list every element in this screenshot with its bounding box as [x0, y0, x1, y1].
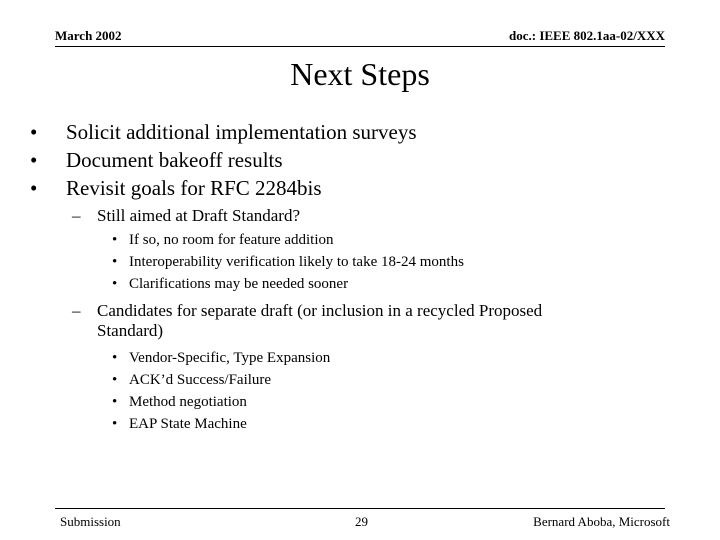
bullet-text: Solicit additional implementation surveys: [66, 120, 417, 144]
bullet-text: Document bakeoff results: [66, 148, 283, 172]
sub-sub-bullet-text: Clarifications may be needed sooner: [129, 276, 349, 292]
bullet-marker: •: [112, 232, 118, 248]
slide-body: [30, 118, 690, 435]
sub-sub-bullet-text: Vendor-Specific, Type Expansion: [129, 350, 331, 366]
sub-sub-bullet-item: [30, 347, 690, 369]
bullet-marker: •: [30, 176, 38, 200]
bullet-marker: •: [30, 120, 38, 144]
sub-sub-bullet-text: ACK’d Success/Failure: [129, 372, 272, 388]
sub-sub-bullet-text: Method negotiation: [129, 394, 247, 410]
sub-sub-bullet-item: [30, 413, 690, 435]
bullet-marker: •: [112, 276, 118, 292]
bullet-marker: •: [112, 350, 118, 366]
bullet-marker: •: [112, 372, 118, 388]
bullet-marker: •: [112, 254, 118, 270]
bullet-item: [30, 118, 690, 146]
sub-bullet-item: [30, 301, 690, 341]
bullet-marker: •: [112, 394, 118, 410]
slide-title: Next Steps: [290, 56, 430, 92]
header-divider: [55, 46, 665, 47]
sub-sub-bullet-item: [30, 273, 690, 295]
footer-divider: [55, 508, 665, 509]
bullet-marker: •: [30, 148, 38, 172]
header-date: March 2002: [55, 28, 122, 43]
sub-sub-bullet-text: EAP State Machine: [129, 416, 247, 432]
bullet-item: [30, 174, 690, 202]
sub-sub-bullet-text: Interoperability verification likely to take 18-24 months: [129, 254, 464, 270]
dash-marker: –: [72, 301, 81, 320]
footer-page-number: 29: [355, 514, 368, 529]
header-doc-id: doc.: IEEE 802.1aa-02/XXX: [508, 28, 665, 43]
bullet-text: Revisit goals for RFC 2284bis: [66, 176, 322, 200]
dash-marker: –: [72, 206, 81, 225]
sub-sub-bullet-item: [30, 369, 690, 391]
footer-author: Bernard Aboba, Microsoft: [533, 514, 670, 529]
sub-bullet-item: [30, 206, 690, 226]
bullet-item: [30, 146, 690, 174]
footer-submission: Submission: [60, 514, 121, 529]
bullet-marker: •: [112, 416, 118, 432]
sub-bullet-text-line2: Standard): [97, 321, 164, 340]
sub-bullet-text-line1: Candidates for separate draft (or inclusion in a recycled Proposed: [97, 301, 543, 320]
sub-sub-bullet-item: [30, 391, 690, 413]
sub-bullet-text: Still aimed at Draft Standard?: [97, 206, 300, 225]
sub-sub-bullet-item: [30, 229, 690, 251]
sub-sub-bullet-text: If so, no room for feature addition: [129, 232, 334, 248]
sub-sub-bullet-item: [30, 251, 690, 273]
